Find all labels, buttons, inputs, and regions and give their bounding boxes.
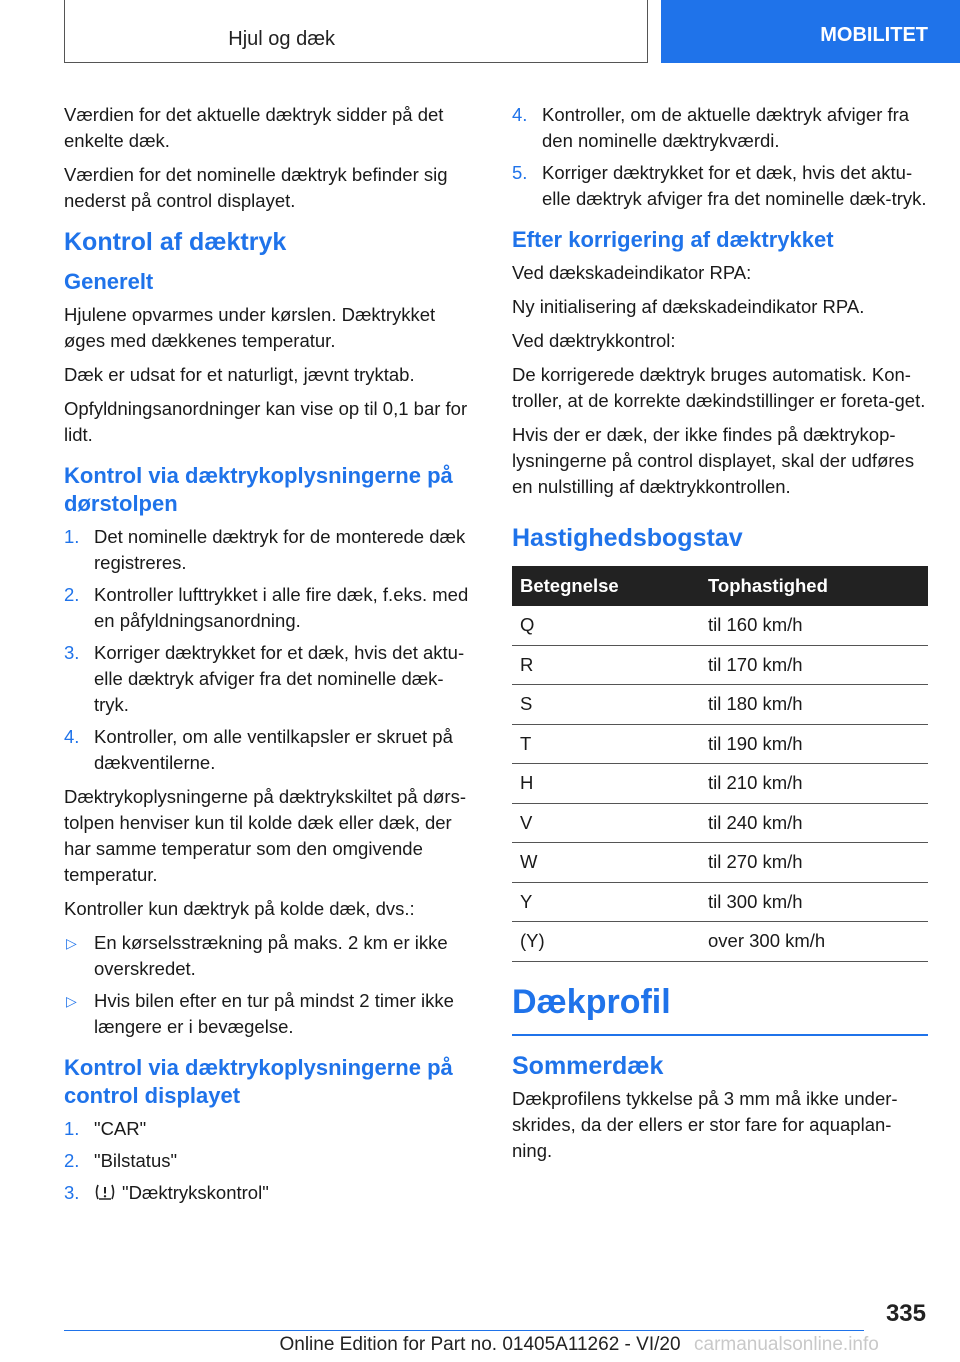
step-list bbox=[64, 524, 478, 776]
step-text: Kontroller lufttrykket i alle fire dæk, f.eks. med en påfyldningsanordning. bbox=[94, 584, 469, 631]
list-item bbox=[512, 160, 928, 212]
table-cell: til 180 km/h bbox=[700, 685, 928, 725]
list-item bbox=[64, 724, 478, 776]
step-text: "Bilstatus" bbox=[94, 1150, 178, 1171]
step-text: "Dæktrykskontrol" bbox=[122, 1182, 269, 1203]
step-number: 4. bbox=[64, 726, 80, 747]
triangle-bullet-icon: ▷ bbox=[66, 993, 77, 1009]
section-heading: Kontrol af dæktryk bbox=[64, 228, 287, 256]
list-item bbox=[64, 1148, 478, 1174]
table-row bbox=[512, 882, 928, 922]
table-cell: T bbox=[512, 724, 700, 764]
step-text: "CAR" bbox=[94, 1118, 147, 1139]
step-number: 1. bbox=[64, 1118, 80, 1139]
list-item bbox=[512, 102, 928, 154]
footer-edition: Online Edition for Part no. 01405A11262 - VI/20 bbox=[279, 1334, 681, 1355]
paragraph: De korrigerede dæktryk bruges automatisk. Kon-troller, at de korrekte dækindstillinger er foreta-get. bbox=[512, 364, 926, 411]
section-heading: Hastighedsbogstav bbox=[512, 524, 743, 552]
triangle-bullet-icon: ▷ bbox=[66, 935, 77, 951]
step-number: 5. bbox=[512, 162, 528, 183]
table-cell: til 300 km/h bbox=[700, 882, 928, 922]
header-title: Hjul og dæk bbox=[228, 28, 335, 50]
paragraph: Hvis der er dæk, der ikke findes på dæktrykop-lysningerne på control displayet, skal der udføres en nulstilling af dæktrykkontrollen. bbox=[512, 424, 915, 497]
table-cell: H bbox=[512, 764, 700, 804]
section-tab: MOBILITET bbox=[661, 0, 960, 63]
step-text: Kontroller, om alle ventilkapsler er skruet på dækventilerne. bbox=[94, 726, 453, 773]
table-cell: til 240 km/h bbox=[700, 803, 928, 843]
subsection-heading: Efter korrigering af dæktrykket bbox=[512, 227, 834, 252]
table-row bbox=[512, 645, 928, 685]
table-cell: til 160 km/h bbox=[700, 606, 928, 645]
table-cell: R bbox=[512, 645, 700, 685]
paragraph: Ved dæktrykkontrol: bbox=[512, 330, 676, 351]
right-column bbox=[512, 102, 928, 1172]
left-column bbox=[64, 102, 478, 1214]
table-cell: til 210 km/h bbox=[700, 764, 928, 804]
table-row bbox=[512, 922, 928, 962]
section-heading: Sommerdæk bbox=[512, 1051, 664, 1080]
step-text: Kontroller, om de aktuelle dæktryk afviger fra den nominelle dæktrykværdi. bbox=[542, 104, 910, 151]
table-row bbox=[512, 606, 928, 645]
bullet-list bbox=[64, 930, 478, 1040]
table-cell: til 270 km/h bbox=[700, 843, 928, 883]
column-header: Betegnelse bbox=[512, 566, 700, 606]
list-item bbox=[64, 988, 478, 1040]
table-cell: V bbox=[512, 803, 700, 843]
table-row bbox=[512, 764, 928, 804]
watermark-text: carmanualsonline.info bbox=[694, 1334, 879, 1355]
step-number: 3. bbox=[64, 1182, 80, 1203]
table-header-row bbox=[512, 566, 928, 606]
list-item bbox=[64, 1116, 478, 1142]
header-frame bbox=[64, 0, 648, 63]
step-number: 4. bbox=[512, 104, 528, 125]
paragraph: Hjulene opvarmes under kørslen. Dæktrykket øges med dækkenes temperatur. bbox=[64, 304, 436, 351]
intro-paragraph: Værdien for det nominelle dæktryk befinder sig nederst på control displayet. bbox=[64, 164, 448, 211]
table-cell: Q bbox=[512, 606, 700, 645]
list-item bbox=[64, 1180, 478, 1206]
table-cell: (Y) bbox=[512, 922, 700, 962]
bullet-text: En kørselsstrækning på maks. 2 km er ikke overskredet. bbox=[94, 932, 448, 979]
intro-paragraph: Værdien for det aktuelle dæktryk sidder på det enkelte dæk. bbox=[64, 104, 444, 151]
list-item bbox=[64, 524, 478, 576]
table-cell: til 170 km/h bbox=[700, 645, 928, 685]
speed-rating-table bbox=[512, 566, 928, 962]
list-item bbox=[64, 640, 478, 718]
chapter-heading: Dækprofil bbox=[512, 980, 928, 1036]
step-number: 2. bbox=[64, 584, 80, 605]
table-cell: S bbox=[512, 685, 700, 725]
table-row bbox=[512, 843, 928, 883]
list-item bbox=[64, 582, 478, 634]
footer-divider bbox=[64, 1330, 864, 1331]
subsection-heading: Generelt bbox=[64, 269, 154, 294]
table-cell: over 300 km/h bbox=[700, 922, 928, 962]
paragraph: Kontroller kun dæktryk på kolde dæk, dvs.: bbox=[64, 898, 415, 919]
step-text: Korriger dæktrykket for et dæk, hvis det aktu-elle dæktryk afviger fra det nominelle dæk-tryk. bbox=[94, 642, 465, 715]
paragraph: Opfyldningsanordninger kan vise op til 0,1 bar for lidt. bbox=[64, 398, 468, 445]
table-cell: til 190 km/h bbox=[700, 724, 928, 764]
table-row bbox=[512, 724, 928, 764]
step-text: Korriger dæktrykket for et dæk, hvis det aktu-elle dæktryk afviger fra det nominelle dæk-tryk. bbox=[542, 162, 927, 209]
table-cell: W bbox=[512, 843, 700, 883]
page-number: 335 bbox=[885, 1300, 926, 1327]
table-row bbox=[512, 685, 928, 725]
step-list bbox=[512, 102, 928, 212]
step-number: 1. bbox=[64, 526, 80, 547]
subsection-heading: Kontrol via dæktrykoplysningerne på dørstolpen bbox=[64, 463, 453, 516]
column-header: Tophastighed bbox=[700, 566, 928, 606]
list-item bbox=[64, 930, 478, 982]
step-text: Det nominelle dæktryk for de monterede dæk registreres. bbox=[94, 526, 466, 573]
paragraph: Ny initialisering af dækskadeindikator RPA. bbox=[512, 296, 865, 317]
step-list bbox=[64, 1116, 478, 1206]
tire-pressure-warning-icon bbox=[94, 1182, 116, 1202]
paragraph: Dæk er udsat for et naturligt, jævnt tryktab. bbox=[64, 364, 415, 385]
paragraph: Ved dækskadeindikator RPA: bbox=[512, 262, 752, 283]
step-number: 2. bbox=[64, 1150, 80, 1171]
bullet-text: Hvis bilen efter en tur på mindst 2 timer ikke længere er i bevægelse. bbox=[94, 990, 454, 1037]
paragraph: Dæktrykoplysningerne på dæktrykskiltet på dørs-tolpen henviser kun til kolde dæk eller dæk, der har samme temperatur som den omgivende temperatur. bbox=[64, 786, 467, 885]
step-number: 3. bbox=[64, 642, 80, 663]
subsection-heading: Kontrol via dæktrykoplysningerne på control displayet bbox=[64, 1055, 453, 1108]
table-cell: Y bbox=[512, 882, 700, 922]
paragraph: Dækprofilens tykkelse på 3 mm må ikke under-skrides, da der ellers er stor fare for aquaplan-ning. bbox=[512, 1087, 898, 1161]
table-row bbox=[512, 803, 928, 843]
